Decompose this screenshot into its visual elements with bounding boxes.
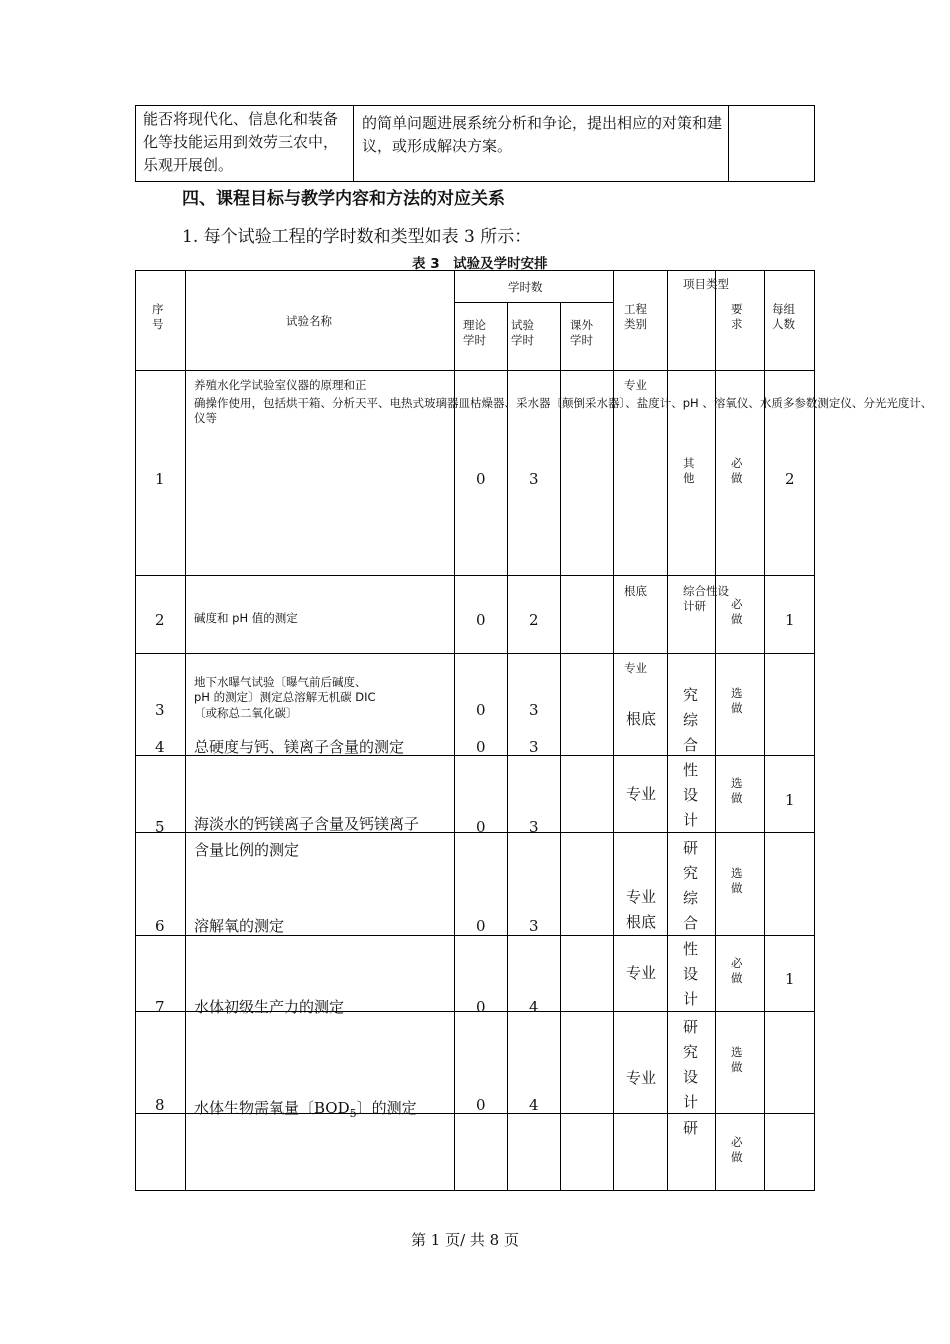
header-per-group: 每组人数	[772, 302, 795, 331]
row5-exp: 3	[529, 818, 539, 836]
row2-name: 碱度和 pH 值的测定	[194, 611, 298, 625]
header-hours: 学时数	[508, 280, 543, 294]
row5-eng: 专业	[626, 785, 657, 803]
row3-name-c: 〔或称总二氧化碳〕	[194, 706, 298, 720]
row7-name: 水体初级生产力的测定	[194, 998, 345, 1016]
row5-req: 选做	[731, 776, 743, 805]
row8-name-main: 水体生物需氧量〔BOD	[194, 1099, 350, 1117]
row-line	[135, 575, 815, 576]
row6-exp: 3	[529, 917, 539, 935]
row6-eng-b: 根底	[626, 913, 657, 931]
row1-name-a: 养殖水化学试验室仪器的原理和正	[194, 378, 367, 392]
row3-proj: 究综合	[683, 686, 699, 754]
row5-proj: 性设计	[683, 761, 699, 829]
row4-exp: 3	[529, 738, 539, 756]
row-line	[135, 370, 815, 371]
row7-req: 必做	[731, 956, 743, 985]
row1-name-b: 确操作使用，包括烘干箱、分析天平、电热式玻璃器皿枯燥器、采水器〔颠倒采水器〕、盐度计、pH 、溶氧仪、水质多参数测定仪、分光光度计、	[194, 396, 933, 410]
row8-name	[194, 1097, 417, 1120]
row2-proj: 综合性设计研	[683, 584, 729, 613]
row-line	[135, 653, 815, 654]
row3-theory: 0	[476, 701, 486, 719]
header-proj-type: 项目类型	[683, 277, 729, 291]
row6-req: 选做	[731, 866, 743, 895]
row3-name-a: 地下水曝气试验〔曝气前后碱度、	[194, 675, 367, 689]
row4-name: 总硬度与钙、镁离子含量的测定	[194, 738, 405, 756]
row1-name-c: 仪等	[194, 411, 217, 425]
row1-group: 2	[785, 470, 795, 488]
row5-group: 1	[785, 791, 795, 809]
row3-exp: 3	[529, 701, 539, 719]
table-caption: 表 3 试验及学时安排	[412, 256, 548, 272]
row3-eng-a: 专业	[624, 661, 647, 675]
header-theory: 理论学时	[463, 318, 486, 347]
row4-seq: 4	[155, 738, 165, 756]
header-seq: 序号	[152, 302, 164, 331]
row8-proj: 研究设计	[683, 1018, 699, 1111]
row2-eng: 根底	[624, 584, 647, 598]
row5-name-b: 含量比例的测定	[194, 841, 300, 859]
header-name: 试验名称	[286, 314, 332, 328]
row6-eng-a: 专业	[626, 888, 657, 906]
row3-req: 选做	[731, 686, 743, 715]
row6-proj: 研究综合	[683, 839, 699, 932]
top-table-divider	[353, 105, 354, 182]
top-table-cell-1: 能否将现代化、信息化和装备化等技能运用到效劳三农中，乐观开展创。	[143, 110, 339, 174]
row2-req: 必做	[731, 597, 743, 626]
row1-proj: 其他	[683, 456, 695, 485]
row6-name: 溶解氧的测定	[194, 917, 285, 935]
row8-name-sub: 5	[349, 1107, 357, 1120]
row5-theory: 0	[476, 818, 486, 836]
col-line	[507, 302, 508, 1191]
header-exp: 试验学时	[511, 318, 534, 347]
row3-eng-b: 根底	[626, 710, 657, 728]
row8-seq: 8	[155, 1096, 165, 1114]
top-table-divider	[728, 105, 729, 182]
row1-req: 必做	[731, 456, 743, 485]
row9-req: 必做	[731, 1135, 743, 1164]
page-footer: 第 1 页/ 共 8 页	[411, 1231, 519, 1249]
row1-theory: 0	[476, 470, 486, 488]
row2-exp: 2	[529, 611, 539, 629]
row2-seq: 2	[155, 611, 165, 629]
header-eng-type: 工程类别	[624, 302, 647, 331]
intro-paragraph: 1. 每个试验工程的学时数和类型如表 3 所示：	[182, 227, 532, 247]
header-req: 要求	[731, 302, 743, 331]
row6-theory: 0	[476, 917, 486, 935]
row8-theory: 0	[476, 1096, 486, 1114]
row3-seq: 3	[155, 701, 165, 719]
row7-exp: 4	[529, 998, 539, 1016]
section-heading: 四、课程目标与教学内容和方法的对应关系	[182, 189, 505, 209]
row8-exp: 4	[529, 1096, 539, 1114]
row5-seq: 5	[155, 818, 165, 836]
row1-eng: 专业	[624, 378, 647, 392]
row7-group: 1	[785, 970, 795, 988]
row9-proj: 研	[683, 1119, 699, 1137]
row1-exp: 3	[529, 470, 539, 488]
row-line	[454, 302, 614, 303]
row5-name-a: 海淡水的钙镁离子含量及钙镁离子	[194, 815, 420, 833]
row4-theory: 0	[476, 738, 486, 756]
col-line	[560, 302, 561, 1191]
row8-req: 选做	[731, 1045, 743, 1074]
row7-proj: 性设计	[683, 940, 699, 1008]
top-table-cell-2: 的简单问题进展系统分析和争论，提出相应的对策和建议，或形成解决方案。	[362, 114, 723, 155]
row8-name-end: 〕的测定	[356, 1099, 417, 1117]
header-extra: 课外学时	[570, 318, 593, 347]
row8-eng: 专业	[626, 1069, 657, 1087]
row3-name-b: pH 的测定〕测定总溶解无机碳 DIC	[194, 690, 376, 704]
row7-eng: 专业	[626, 964, 657, 982]
row2-group: 1	[785, 611, 795, 629]
row1-seq: 1	[155, 470, 165, 488]
col-line	[185, 270, 186, 1191]
row7-seq: 7	[155, 998, 165, 1016]
row7-theory: 0	[476, 998, 486, 1016]
row2-theory: 0	[476, 611, 486, 629]
row6-seq: 6	[155, 917, 165, 935]
